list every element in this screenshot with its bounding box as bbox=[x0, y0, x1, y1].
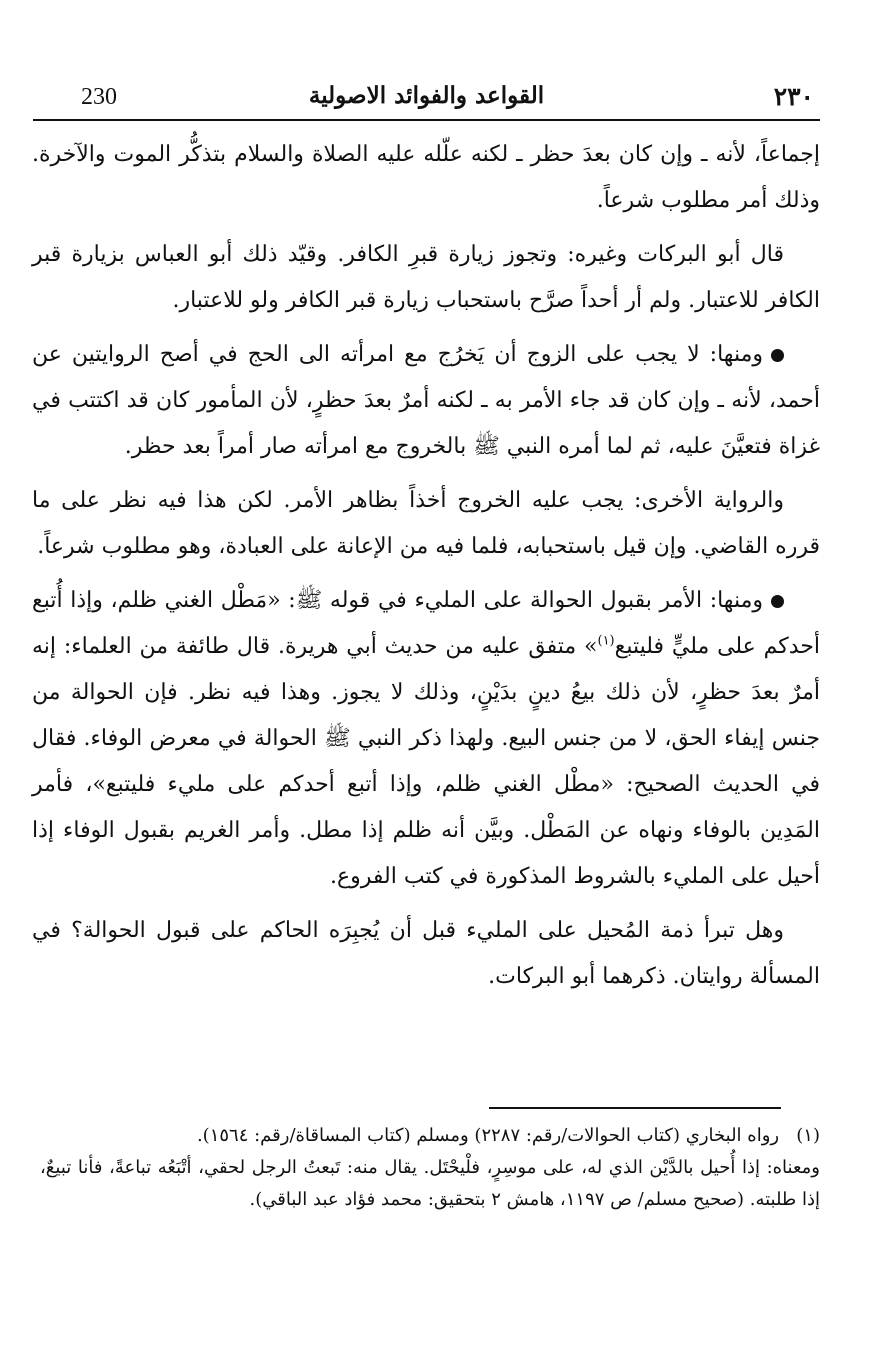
paragraph-text: » متفق عليه من حديث أبي هريرة. قال طائفة من العلماء: إنه أمرٌ بعدَ حظرٍ، لأن ذلك بيعُ دينٍ بدَيْنٍ، وذلك لا يجوز. وهذا فيه نظر. فإن الحوالة من جنس إيفاء الحق، لا من جنس البيع. ولهذا ذكر النبي ﷺ الحوالة في معرض الوفاء. فقال في الحديث الصحيح: «مطْل الغني ظلم، وإذا أتبع أحدكم على مليء فليتبع»، فأمر المَدِين بالوفاء ونهاه عن المَطْل. وبيَّن أنه ظلم إذا مطل. وأمر الغريم بقبول الوفاء إذا أحيل على المليء بالشروط المذكورة في كتب الفروع. bbox=[32, 634, 820, 889]
running-title: القواعد والفوائد الاصولية bbox=[308, 82, 545, 109]
bullet-icon bbox=[771, 595, 784, 608]
footnote bbox=[40, 1120, 820, 1152]
paragraph: والرواية الأخرى: يجب عليه الخروج أخذاً بظاهر الأمر. لكن هذا فيه نظر على ما قرره القاضي. وإن قيل باستحبابه، فلما فيه من الإعانة على العبادة، وهو مطلوب شرعاً. bbox=[32, 488, 820, 559]
footnote-marker: (١) bbox=[796, 1125, 820, 1146]
footnote-continuation: ومعناه: إذا أُحيل بالدَّيْن الذي له، على موسِرٍ، فلْيحْتَل. يقال منه: تَبعتُ الرجل لحقي، أتْبَعُه تباعةً، فأنا تبيعٌ، إذا طلبته. (صحيح مسلم/ ص ١١٩٧، هامش ٢ بتحقيق: محمد فؤاد عبد الباقي). bbox=[40, 1157, 820, 1210]
header-rule bbox=[33, 119, 820, 121]
footnotes bbox=[40, 1120, 820, 1216]
bullet-icon bbox=[771, 349, 784, 362]
body-text bbox=[32, 132, 820, 1008]
paragraph-text: ومنها: لا يجب على الزوج أن يَخرُج مع امرأته الى الحج في أصح الروايتين عن أحمد، لأنه ـ وإن كان قد جاء الأمر به ـ لكنه أمرٌ بعدَ حظرٍ، لأن المأمور كان قد اكتتب في غزاة فتعيَّنَ عليه، ثم لما أمره النبي ﷺ بالخروج مع امرأته صار أمراً بعد حظر. bbox=[32, 342, 820, 459]
footnote-text: رواه البخاري (كتاب الحوالات/رقم: ٢٢٨٧) ومسلم (كتاب المساقاة/رقم: ١٥٦٤). bbox=[196, 1125, 780, 1146]
footnote-reference: (١) bbox=[597, 633, 615, 649]
page-number-latin: 230 bbox=[81, 84, 117, 110]
paragraph bbox=[32, 332, 820, 470]
paragraph: إجماعاً، لأنه ـ وإن كان بعدَ حظر ـ لكنه علّله عليه الصلاة والسلام بتذكُّر الموت والآخرة. وذلك أمر مطلوب شرعاً. bbox=[32, 142, 820, 213]
running-header bbox=[33, 78, 820, 118]
paragraph bbox=[32, 578, 820, 900]
paragraph: وهل تبرأ ذمة المُحيل على المليء قبل أن يُجبِرَه الحاكم على قبول الحوالة؟ في المسألة روايتان. ذكرهما أبو البركات. bbox=[32, 918, 820, 989]
page-number-arabic: ٢٣٠ bbox=[773, 82, 814, 111]
footnote-separator bbox=[489, 1107, 781, 1109]
paragraph-text: ومنها: الأمر بقبول الحوالة على المليء في قوله ﷺ: «مَطْل الغني ظلم، وإذا أُتبع أحدكم على مليٍّ فليتبع bbox=[32, 588, 820, 659]
paragraph: قال أبو البركات وغيره: وتجوز زيارة قبرِ الكافر. وقيّد ذلك أبو العباس بزيارة قبر الكافر للاعتبار. ولم أر أحداً صرَّح باستحباب زيارة قبر الكافر ولو للاعتبار. bbox=[32, 242, 820, 313]
